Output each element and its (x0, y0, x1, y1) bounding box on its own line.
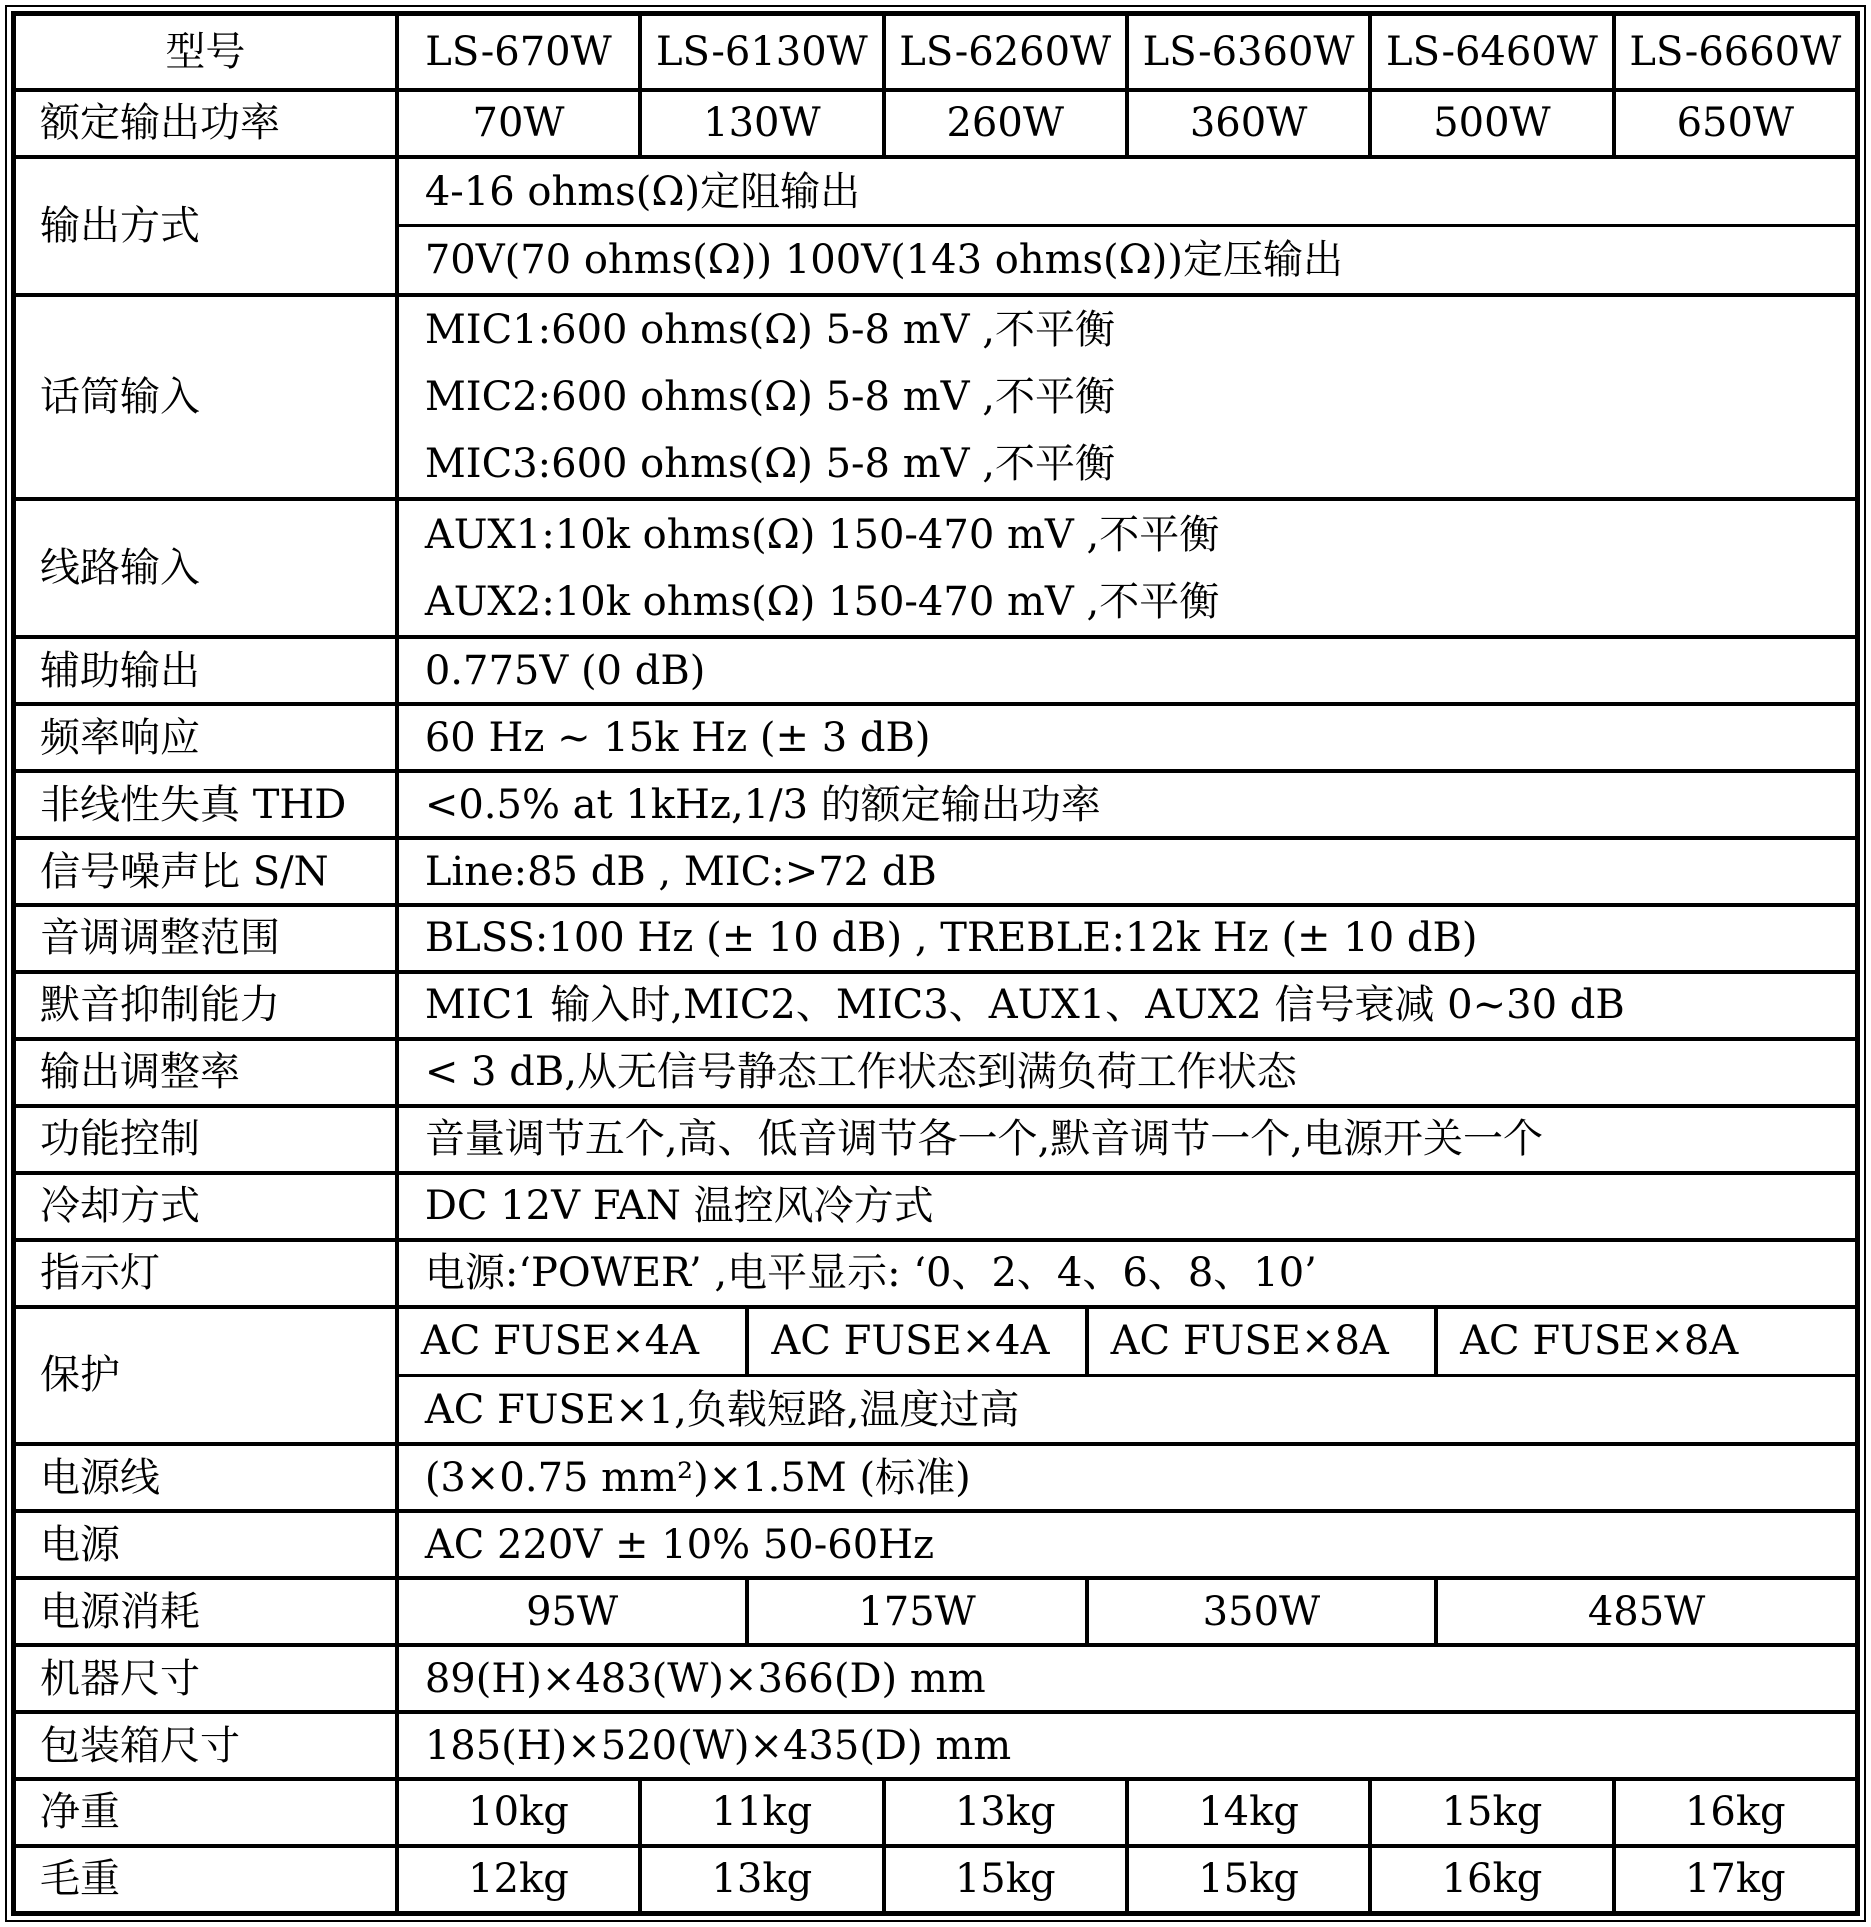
row-protection-values (395, 1309, 1855, 1443)
row-cooling-label: 冷却方式 (40, 1183, 200, 1230)
row-cooling (16, 1171, 1855, 1238)
fuse-cell: AC FUSE×4A (745, 1309, 1084, 1374)
fuse-cell: AC FUSE×4A (420, 1318, 699, 1365)
row-consumption-label: 电源消耗 (40, 1588, 200, 1635)
row-snr-label: 信号噪声比 S/N (40, 848, 329, 895)
row-gross-weight-label: 毛重 (40, 1856, 120, 1903)
row-tone-range (16, 903, 1855, 970)
row-output-mode (16, 155, 1855, 293)
row-gross-weight-values (395, 1848, 1855, 1911)
row-freq-response (16, 702, 1855, 769)
row-aux-output (16, 635, 1855, 702)
row-consumption (16, 1576, 1855, 1643)
freq-response-value: 60 Hz ~ 15k Hz (± 3 dB) (424, 714, 931, 761)
gross-weight-cell: 15kg (882, 1848, 1125, 1911)
rated-power-cell: 130W (638, 92, 881, 155)
row-protection (16, 1305, 1855, 1443)
rated-power-cell: 360W (1125, 92, 1368, 155)
mic-input-line: MIC3:600 ohms(Ω) 5-8 mV ,不平衡 (424, 441, 1115, 487)
rated-power-cell: 650W (1612, 92, 1855, 155)
fuse-cell: AC FUSE×8A (1434, 1309, 1855, 1374)
net-weight-cell: 16kg (1612, 1781, 1855, 1844)
unit-size-value: 89(H)×483(W)×366(D) mm (424, 1655, 986, 1702)
model-name-cell: LS-6360W (1125, 16, 1368, 88)
row-rated-power-values (395, 92, 1855, 155)
gross-weight-cell: 17kg (1612, 1848, 1855, 1911)
mute-suppression-value: MIC1 输入时,MIC2、MIC3、AUX1、AUX2 信号衰减 0~30 dB (424, 982, 1625, 1029)
row-rated-power-label: 额定输出功率 (40, 100, 280, 147)
output-mode-line: 4-16 ohms(Ω)定阻输出 (424, 168, 861, 215)
row-net-weight-label: 净重 (40, 1789, 120, 1836)
row-function-controls-label: 功能控制 (40, 1116, 200, 1163)
row-line-input-label: 线路输入 (40, 545, 200, 592)
consumption-cell: 350W (1085, 1580, 1434, 1643)
consumption-cells (399, 1580, 1855, 1643)
protection-fuse-row (399, 1309, 1855, 1374)
row-mute-suppression-label: 默音抑制能力 (40, 982, 280, 1029)
mic-input-line: MIC2:600 ohms(Ω) 5-8 mV ,不平衡 (424, 374, 1115, 421)
row-power-supply (16, 1509, 1855, 1576)
mic-input-line: MIC1:600 ohms(Ω) 5-8 mV ,不平衡 (424, 307, 1115, 354)
row-mute-suppression (16, 970, 1855, 1037)
cooling-value: DC 12V FAN 温控风冷方式 (424, 1183, 934, 1230)
row-thd-label: 非线性失真 THD (40, 781, 347, 828)
spec-table (11, 11, 1860, 1916)
protection-line: AC FUSE×1,负载短路,温度过高 (424, 1386, 1020, 1433)
row-unit-size-label: 机器尺寸 (40, 1655, 200, 1702)
row-model (16, 16, 1855, 88)
gross-weight-cell: 16kg (1368, 1848, 1611, 1911)
gross-weight-cell: 15kg (1125, 1848, 1368, 1911)
row-gross-weight (16, 1844, 1855, 1911)
row-carton-size (16, 1710, 1855, 1777)
carton-size-value: 185(H)×520(W)×435(D) mm (424, 1722, 1012, 1769)
row-tone-range-label: 音调调整范围 (40, 915, 280, 962)
row-line-input-values (395, 501, 1855, 635)
row-mic-input (16, 293, 1855, 498)
model-name-cell: LS-6260W (882, 16, 1125, 88)
fuse-cell: AC FUSE×8A (1085, 1309, 1434, 1374)
power-supply-value: AC 220V ± 10% 50-60Hz (424, 1521, 935, 1568)
net-weight-cell: 14kg (1125, 1781, 1368, 1844)
row-unit-size (16, 1643, 1855, 1710)
row-mic-input-values (395, 297, 1855, 498)
rated-power-cell: 500W (1368, 92, 1611, 155)
net-weight-cell: 15kg (1368, 1781, 1611, 1844)
function-controls-value: 音量调节五个,高、低音调节各一个,默音调节一个,电源开关一个 (424, 1116, 1543, 1163)
gross-weight-cell: 13kg (638, 1848, 881, 1911)
row-line-input (16, 497, 1855, 635)
consumption-cell: 175W (745, 1580, 1084, 1643)
row-model-label: 型号 (165, 28, 246, 75)
model-name-cell: LS-6460W (1368, 16, 1611, 88)
row-function-controls (16, 1104, 1855, 1171)
row-net-weight (16, 1777, 1855, 1844)
snr-value: Line:85 dB , MIC:>72 dB (424, 848, 937, 895)
row-output-mode-values (395, 159, 1855, 293)
model-name-cell: LS-6130W (638, 16, 881, 88)
consumption-cell: 95W (526, 1588, 619, 1635)
power-cord-value: (3×0.75 mm²)×1.5M (标准) (424, 1454, 971, 1501)
row-rated-power (16, 88, 1855, 155)
row-output-regulation-label: 输出调整率 (40, 1049, 240, 1096)
indicators-value: 电源:‘POWER’ ,电平显示: ‘0、2、4、6、8、10’ (424, 1250, 1317, 1297)
net-weight-cell: 11kg (638, 1781, 881, 1844)
consumption-cell: 485W (1434, 1580, 1855, 1643)
net-weight-cell: 10kg (468, 1789, 569, 1836)
row-protection-label: 保护 (40, 1352, 120, 1399)
line-input-line: AUX2:10k ohms(Ω) 150-470 mV ,不平衡 (424, 578, 1220, 625)
row-indicators-label: 指示灯 (40, 1250, 160, 1297)
thd-value: <0.5% at 1kHz,1/3 的额定输出功率 (424, 781, 1101, 828)
tone-range-value: BLSS:100 Hz (± 10 dB) , TREBLE:12k Hz (± 10 dB) (424, 915, 1478, 962)
row-aux-output-label: 辅助输出 (40, 647, 200, 694)
row-output-mode-label: 输出方式 (40, 202, 200, 249)
row-thd (16, 769, 1855, 836)
output-mode-line: 70V(70 ohms(Ω)) 100V(143 ohms(Ω))定压输出 (424, 237, 1344, 283)
row-net-weight-values (395, 1781, 1855, 1844)
row-power-cord-label: 电源线 (40, 1454, 160, 1501)
row-carton-size-label: 包装箱尺寸 (40, 1722, 240, 1769)
row-snr (16, 836, 1855, 903)
row-mic-input-label: 话筒输入 (40, 374, 200, 421)
rated-power-cell: 70W (472, 100, 565, 147)
row-output-regulation (16, 1037, 1855, 1104)
model-name-cell: LS-670W (425, 28, 612, 75)
row-freq-response-label: 频率响应 (40, 714, 200, 761)
output-regulation-value: < 3 dB,从无信号静态工作状态到满负荷工作状态 (424, 1049, 1297, 1096)
row-model-values (395, 16, 1855, 88)
table-outer-border (5, 5, 1866, 1922)
line-input-line: AUX1:10k ohms(Ω) 150-470 mV ,不平衡 (424, 511, 1220, 558)
net-weight-cell: 13kg (882, 1781, 1125, 1844)
rated-power-cell: 260W (882, 92, 1125, 155)
model-name-cell: LS-6660W (1612, 16, 1855, 88)
row-power-cord (16, 1442, 1855, 1509)
aux-output-value: 0.775V (0 dB) (424, 647, 706, 694)
gross-weight-cell: 12kg (468, 1856, 569, 1903)
row-power-supply-label: 电源 (40, 1521, 120, 1568)
row-indicators (16, 1238, 1855, 1305)
